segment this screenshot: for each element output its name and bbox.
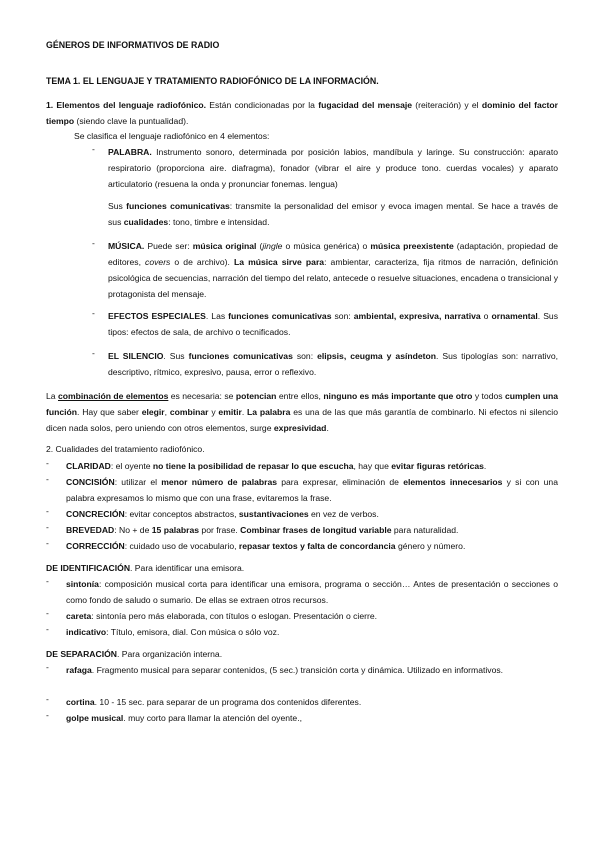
text: funciones comunicativas [228,311,332,321]
correccion-item [66,538,558,554]
text: en vez de verbos. [308,509,379,519]
brevedad-item [66,522,558,538]
text: . Para identificar una emisora. [130,563,245,573]
text: música original [192,241,257,251]
text: , hay que [353,461,392,471]
identificacion-heading: DE IDENTIFICACIÓN [46,563,131,573]
indicativo-label: indicativo [66,627,107,637]
text: y todos [472,391,505,401]
list-dash: - [46,608,49,618]
text: ornamental [491,311,538,321]
bullet-dash: - [92,238,95,248]
text: Combinar frases de longitud variable [240,525,392,535]
combinacion-paragraph [46,388,558,436]
section-2-heading: 2. Cualidades del tratamiento radiofónico. [46,444,205,454]
indicativo-item [66,624,558,640]
text: . Hay que saber [77,407,142,417]
text: expresividad [273,423,327,433]
list-dash: - [46,694,49,704]
text: La [46,391,58,401]
musica-item [108,238,558,302]
sintonia-label: sintonía [66,579,99,589]
text: son: [331,311,354,321]
golpe-musical-label: golpe musical [66,713,124,723]
list-dash: - [46,506,49,516]
palabra-functions [108,198,558,230]
text: funciones comunicativas [188,351,293,361]
musica-label: MÚSICA. [108,241,145,251]
text: : Título, emisora, dial. Con música o sólo voz. [106,627,280,637]
text: no tiene la posibilidad de repasar lo que escucha [152,461,354,471]
concrecion-label: CONCRECIÓN [66,509,125,519]
text: La música sirve para [233,257,325,267]
text: . Sus [163,351,189,361]
rafaga-label: rafaga [66,665,92,675]
text: cualidades [123,217,169,227]
efectos-item [108,308,558,340]
text: : sintonía pero más elaborada, con títulos o eslogan. Presentación o cierre. [91,611,377,621]
text: para expresar, eliminación de [277,477,404,487]
section-1-intro [46,97,558,129]
text: ninguno es más importante que otro [323,391,473,401]
text: ambiental, expresiva, narrativa [353,311,481,321]
correccion-label: CORRECCIÓN [66,541,125,551]
concision-item [66,474,558,506]
text: . Sus tipologías son: narrativo, descriptivo, rítmico, expresivo, pausa, error o reflexivo. [108,351,558,377]
separacion-heading: DE SEPARACIÓN [46,649,117,659]
text: es necesaria: se [168,391,236,401]
text: evitar figuras retóricas [391,461,484,471]
list-dash: - [46,576,49,586]
text: entre ellos, [276,391,324,401]
text: (adaptación, propiedad de editores, [108,241,559,267]
identificacion-heading-line [46,560,558,576]
text: (reiteración) y el [412,100,482,110]
text: . Las [205,311,229,321]
text: género y número. [395,541,466,551]
text: fugacidad del mensaje [318,100,413,110]
text: . Sus tipos: efectos de sala, de archivo o tecnificados. [108,311,559,337]
text: 15 palabras [151,525,200,535]
text: : cuidado uso de vocabulario, [124,541,239,551]
text: : composición musical corta para identificar una emisora, programa o sección… Antes de presentación o secciones o como fondo de saludo o sumario. De ellas se extraen otros recursos. [66,579,558,605]
text: Puede ser: [144,241,193,251]
text: combinación de elementos [57,391,169,401]
text: . [483,461,487,471]
concrecion-item [66,506,558,522]
text: , [164,407,170,417]
text: son: [292,351,318,361]
list-dash: - [46,522,49,532]
silencio-label: EL SILENCIO [108,351,164,361]
text: . muy corto para llamar la atención del oyente., [123,713,302,723]
text: . [326,423,329,433]
palabra-item [108,144,558,192]
text: y [208,407,219,417]
text: repasar textos y falta de concordancia [238,541,396,551]
bullet-dash: - [92,308,95,318]
text: elipsis, ceugma y asíndeton [317,351,437,361]
text: La palabra [247,407,291,417]
text: . 10 - 15 sec. para separar de un programa dos contenidos diferentes. [94,697,362,707]
text: : utilizar el [114,477,162,487]
silencio-item [108,348,558,380]
text: jingle [262,241,283,251]
list-dash: - [46,474,49,484]
list-dash: - [46,458,49,468]
text: combinar [169,407,209,417]
text: : el oyente [110,461,153,471]
list-dash: - [46,538,49,548]
text: por frase. [199,525,241,535]
list-dash: - [46,710,49,720]
cortina-item [66,694,558,710]
text: . Para organización interna. [117,649,223,659]
text: emitir [218,407,242,417]
text: Instrumento sonoro, determinada por posición labios, mandíbula y laringe. Su construcción: aparato respiratorio (proporciona aire. diafragma), fonador (vibrar el aire y produce tono. cuerdas vocales) y aparato articulatorio (resuena la onda y pronunciar fonemas. lengua) [108,147,558,189]
claridad-item [66,458,558,474]
efectos-label: EFECTOS ESPECIALES [108,311,206,321]
text: : ambientar, caracteriza, fija ritmos de narración, definición psicológica de secuencias, narración del tiempo del relato, antecede o resuelve situaciones, encadena o transicional y protagonista del mensaje. [108,257,559,299]
document-title: GÉNEROS DE INFORMATIVOS DE RADIO [46,40,220,50]
bullet-dash: - [92,348,95,358]
golpe-musical-item [66,710,558,726]
list-dash: - [46,624,49,634]
concision-label: CONCISIÓN [66,477,115,487]
text: es una de las que más garantía de combinarlo. Ni efectos ni silencio dicen nada solos, pero uniendo con otros elementos, surge [46,407,558,433]
text: elementos innecesarios [403,477,503,487]
text: funciones comunicativas [126,201,230,211]
text: Están condicionadas por la [206,100,319,110]
text: : evitar conceptos abstractos, [124,509,239,519]
text: elegir [141,407,165,417]
text: ( [256,241,263,251]
text: Sus [108,201,127,211]
claridad-label: CLARIDAD [66,461,111,471]
text: música preexistente [370,241,454,251]
separacion-heading-line [46,646,558,662]
text: : No + de [114,525,152,535]
section-1-number: 1. [46,100,54,110]
text: menor número de palabras [161,477,278,487]
text: y si con una palabra expresamos lo mismo que con una frase, evitaremos la frase. [66,477,558,503]
careta-item [66,608,558,624]
text: o música genérica) o [282,241,371,251]
bullet-dash: - [92,144,95,154]
text: o [480,311,492,321]
list-dash: - [46,662,49,672]
section-1-heading: Elementos del lenguaje radiofónico. [56,100,207,110]
text: . [241,407,248,417]
rafaga-item [66,662,558,678]
text: : transmite la personalidad del emisor y evoca imagen mental. Se hace a través de sus [108,201,558,227]
text: dominio del factor tiempo [46,100,558,126]
text: potencian [235,391,277,401]
text: sustantivaciones [238,509,309,519]
sintonia-item [66,576,558,608]
text: o de archivo). [170,257,234,267]
text: para naturalidad. [391,525,459,535]
cortina-label: cortina [66,697,95,707]
text: : tono, timbre e intensidad. [168,217,270,227]
palabra-label: PALABRA. [108,147,152,157]
text: (siendo clave la puntualidad). [74,116,189,126]
text: cumplen una función [46,391,559,417]
text: . Fragmento musical para separar contenidos, (5 sec.) transición corta y dinámica. Utilizado en informativos. [91,665,504,675]
text: covers [145,257,171,267]
section-1-classification: Se clasifica el lenguaje radiofónico en 4 elementos: [74,131,270,141]
tema-heading: TEMA 1. EL LENGUAJE Y TRATAMIENTO RADIOFÓNICO DE LA INFORMACIÓN. [46,76,379,86]
brevedad-label: BREVEDAD [66,525,115,535]
careta-label: careta [66,611,92,621]
